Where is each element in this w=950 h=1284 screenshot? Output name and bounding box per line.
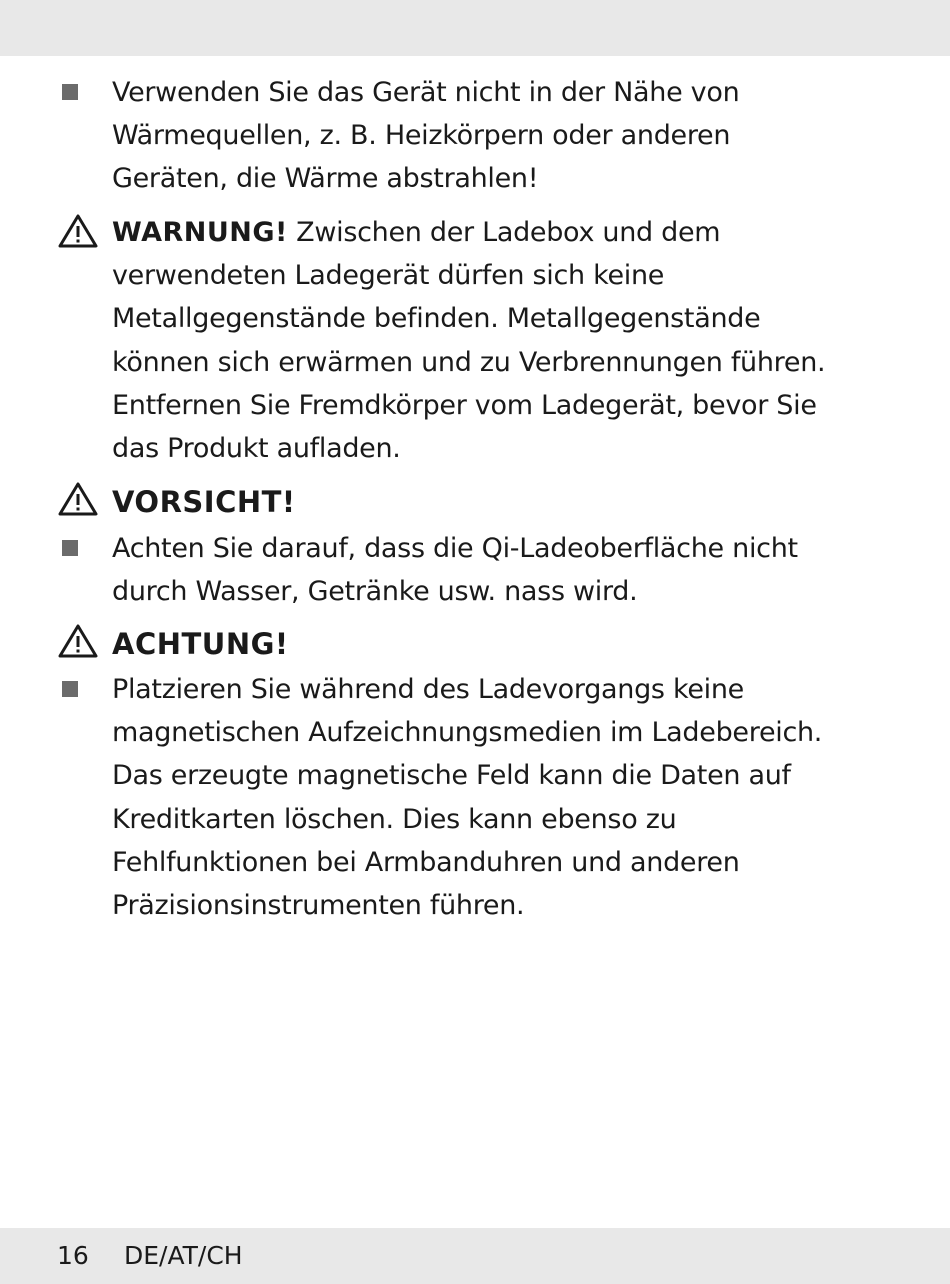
country-codes: DE/AT/CH [124,1241,243,1270]
page-number: 16 [57,1241,89,1270]
header-band [0,0,950,56]
warning-paragraph [112,211,852,470]
bullet-text-magnetic-media: Platzieren Sie während des Ladevorgangs keine magnetischen Aufzeichnungsmedien im Ladebereich. Das erzeugte magnetische Feld kann die Daten auf Kreditkarten löschen. Dies kann ebenso zu Fehlfunktionen bei Armbanduhren und anderen Präzisionsinstrumenten führen. [112,674,823,922]
bullet-square-2 [62,540,78,556]
bullet-square-3 [62,681,78,697]
attention-heading: ACHTUNG! [112,627,289,661]
bullet-text-wet-surface: Achten Sie darauf, dass die Qi-Ladeoberfläche nicht durch Wasser, Getränke usw. nass wird. [112,533,798,608]
warning-label: WARNUNG! [112,217,288,248]
warning-triangle-icon [58,214,98,248]
caution-heading: VORSICHT! [112,485,296,519]
bullet-square-1 [62,84,78,100]
bullet-text-heat-sources: Verwenden Sie das Gerät nicht in der Nähe von Wärmequellen, z. B. Heizkörpern oder anderen Geräten, die Wärme abstrahlen! [112,77,740,195]
attention-triangle-icon [58,624,98,658]
caution-triangle-icon [58,482,98,516]
warning-text: Zwischen der Ladebox und dem verwendeten Ladegerät dürfen sich keine Metallgegenstände befinden. Metallgegenstände können sich erwärmen und zu Verbrennungen führen. Entfernen Sie Fremdkörper vom Ladegerät, bevor Sie das Produkt aufladen. [112,217,826,465]
